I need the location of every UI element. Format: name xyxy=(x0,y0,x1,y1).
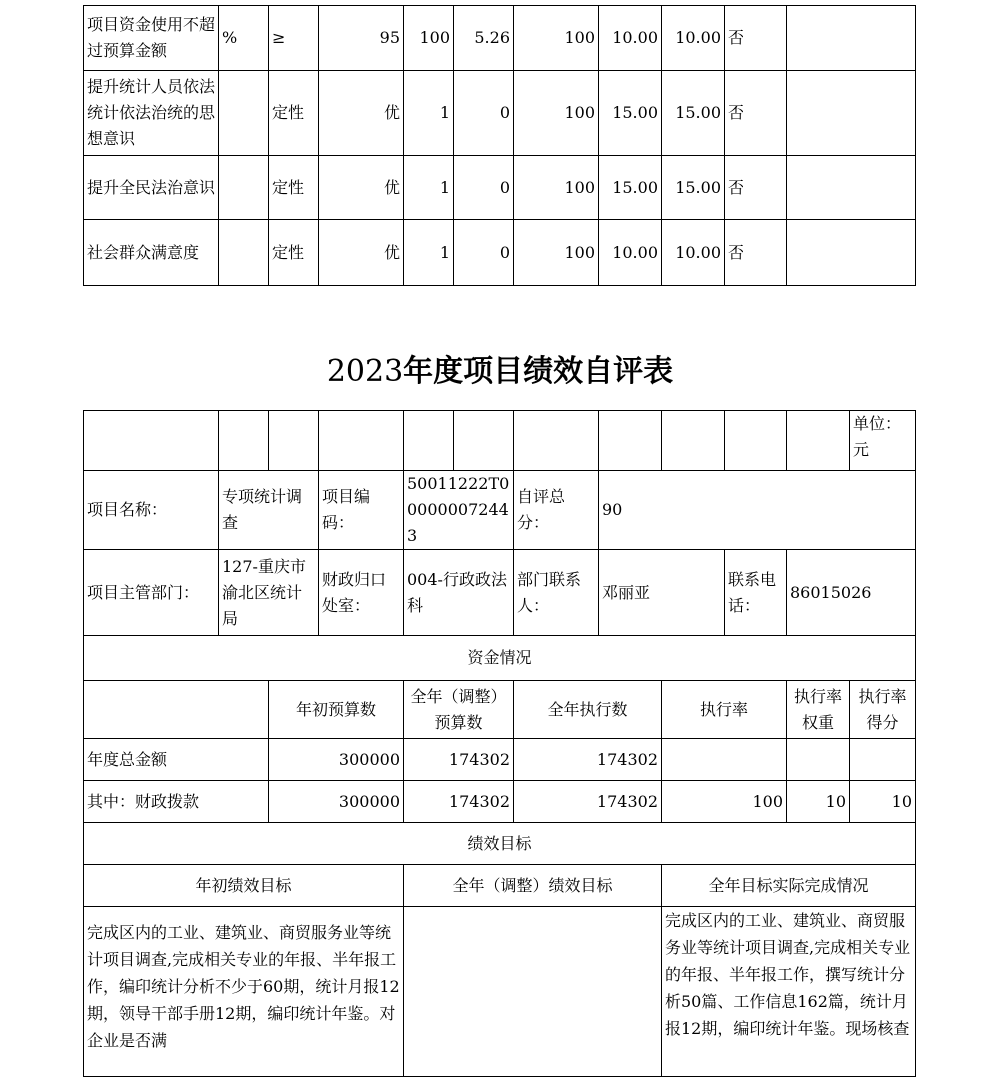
contact-label: 部门联系人： xyxy=(514,550,599,636)
indicator-name: 社会群众满意度 xyxy=(84,220,219,286)
indicator-score: 10.00 xyxy=(662,6,725,71)
table-row xyxy=(84,220,916,286)
budget-adjusted-value: 174302 xyxy=(404,739,514,781)
project-name-label: 项目名称： xyxy=(84,471,219,550)
indicator-note xyxy=(787,220,916,286)
indicator-operator: ≥ xyxy=(269,6,319,71)
indicator-deviation: 0 xyxy=(454,156,514,220)
indicator-completion: 100 xyxy=(514,71,599,156)
contact-value: 邓丽亚 xyxy=(599,550,725,636)
goals-actual-text: 完成区内的工业、建筑业、商贸服务业等统计项目调查,完成相关专业的年报、半年报工作，撰写统计分析50篇、工作信息162篇，统计月报12期，编印统计年鉴。现场核查 xyxy=(662,907,916,1077)
goals-initial-text: 完成区内的工业、建筑业、商贸服务业等统计项目调查,完成相关专业的年报、半年报工作，编印统计分析不少于60期，统计月报12期，领导干部手册12期，编印统计年鉴。对企业是否满 xyxy=(84,907,404,1077)
funds-row-label: 年度总金额 xyxy=(84,739,269,781)
indicator-unit xyxy=(219,220,269,286)
funds-section-row xyxy=(84,636,916,681)
project-code-value: 50011222T000000072443 xyxy=(404,471,514,550)
table-row xyxy=(84,71,916,156)
indicator-completion: 100 xyxy=(514,6,599,71)
indicator-index-value: 优 xyxy=(319,71,404,156)
goals-content-row xyxy=(84,907,916,1077)
budget-initial-value: 300000 xyxy=(269,781,404,823)
indicator-deviation: 5.26 xyxy=(454,6,514,71)
indicator-weight: 15.00 xyxy=(599,156,662,220)
funds-row-label: 其中：财政拨款 xyxy=(84,781,269,823)
indicator-exceed: 否 xyxy=(725,6,787,71)
page-title xyxy=(0,352,1000,392)
indicator-note xyxy=(787,156,916,220)
funds-section-title: 资金情况 xyxy=(84,636,916,681)
goals-adjusted-header: 全年（调整）绩效目标 xyxy=(404,865,662,907)
unit-label: 单位：元 xyxy=(850,411,916,471)
exec-rate-header: 执行率 xyxy=(662,681,787,739)
indicator-completion: 100 xyxy=(514,220,599,286)
evaluation-form xyxy=(83,410,916,1077)
goals-adjusted-text xyxy=(404,907,662,1077)
goals-header-row xyxy=(84,865,916,907)
indicator-exceed: 否 xyxy=(725,220,787,286)
indicator-score: 15.00 xyxy=(662,71,725,156)
exec-weight-value xyxy=(787,739,850,781)
indicator-table xyxy=(83,5,916,286)
indicator-note xyxy=(787,6,916,71)
budget-initial-header: 年初预算数 xyxy=(269,681,404,739)
funds-header-row xyxy=(84,681,916,739)
table-row xyxy=(84,781,916,823)
exec-rate-value xyxy=(662,739,787,781)
indicator-weight: 10.00 xyxy=(599,220,662,286)
indicator-name: 项目资金使用不超过预算金额 xyxy=(84,6,219,71)
indicator-actual: 1 xyxy=(404,71,454,156)
total-score-label: 自评总分： xyxy=(514,471,599,550)
goals-actual-header: 全年目标实际完成情况 xyxy=(662,865,916,907)
budget-adjusted-header: 全年（调整）预算数 xyxy=(404,681,514,739)
indicator-score: 15.00 xyxy=(662,156,725,220)
indicator-actual: 1 xyxy=(404,220,454,286)
exec-score-value xyxy=(850,739,916,781)
table-row xyxy=(84,739,916,781)
exec-score-value: 10 xyxy=(850,781,916,823)
indicator-unit xyxy=(219,156,269,220)
finance-office-label: 财政归口处室： xyxy=(319,550,404,636)
indicator-actual: 100 xyxy=(404,6,454,71)
table-row xyxy=(84,6,916,71)
exec-weight-header: 执行率权重 xyxy=(787,681,850,739)
unit-row xyxy=(84,411,916,471)
goals-initial-header: 年初绩效目标 xyxy=(84,865,404,907)
title-text: 年度项目绩效自评表 xyxy=(403,354,674,389)
indicator-completion: 100 xyxy=(514,156,599,220)
indicator-deviation: 0 xyxy=(454,220,514,286)
project-name-row xyxy=(84,471,916,550)
goals-section-title: 绩效目标 xyxy=(84,823,916,865)
indicator-exceed: 否 xyxy=(725,71,787,156)
indicator-operator: 定性 xyxy=(269,71,319,156)
indicator-unit xyxy=(219,71,269,156)
executed-value: 174302 xyxy=(514,781,662,823)
indicator-exceed: 否 xyxy=(725,156,787,220)
project-code-label: 项目编码： xyxy=(319,471,404,550)
indicator-index-value: 优 xyxy=(319,220,404,286)
finance-office-value: 004-行政政法科 xyxy=(404,550,514,636)
executed-value: 174302 xyxy=(514,739,662,781)
goals-section-row xyxy=(84,823,916,865)
exec-weight-value: 10 xyxy=(787,781,850,823)
dept-label: 项目主管部门： xyxy=(84,550,219,636)
table-row xyxy=(84,156,916,220)
indicator-index-value: 95 xyxy=(319,6,404,71)
budget-initial-value: 300000 xyxy=(269,739,404,781)
indicator-unit: % xyxy=(219,6,269,71)
dept-value: 127-重庆市渝北区统计局 xyxy=(219,550,319,636)
budget-adjusted-value: 174302 xyxy=(404,781,514,823)
phone-value: 86015026 xyxy=(787,550,916,636)
indicator-index-value: 优 xyxy=(319,156,404,220)
indicator-operator: 定性 xyxy=(269,156,319,220)
indicator-actual: 1 xyxy=(404,156,454,220)
indicator-deviation: 0 xyxy=(454,71,514,156)
title-year: 2023 xyxy=(326,354,404,389)
exec-rate-value: 100 xyxy=(662,781,787,823)
executed-header: 全年执行数 xyxy=(514,681,662,739)
indicator-score: 10.00 xyxy=(662,220,725,286)
indicator-operator: 定性 xyxy=(269,220,319,286)
indicator-name: 提升全民法治意识 xyxy=(84,156,219,220)
indicator-weight: 15.00 xyxy=(599,71,662,156)
total-score-value: 90 xyxy=(599,471,916,550)
phone-label: 联系电话： xyxy=(725,550,787,636)
exec-score-header: 执行率得分 xyxy=(850,681,916,739)
indicator-name: 提升统计人员依法统计依法治统的思想意识 xyxy=(84,71,219,156)
project-name-value: 专项统计调查 xyxy=(219,471,319,550)
dept-row xyxy=(84,550,916,636)
indicator-note xyxy=(787,71,916,156)
indicator-weight: 10.00 xyxy=(599,6,662,71)
